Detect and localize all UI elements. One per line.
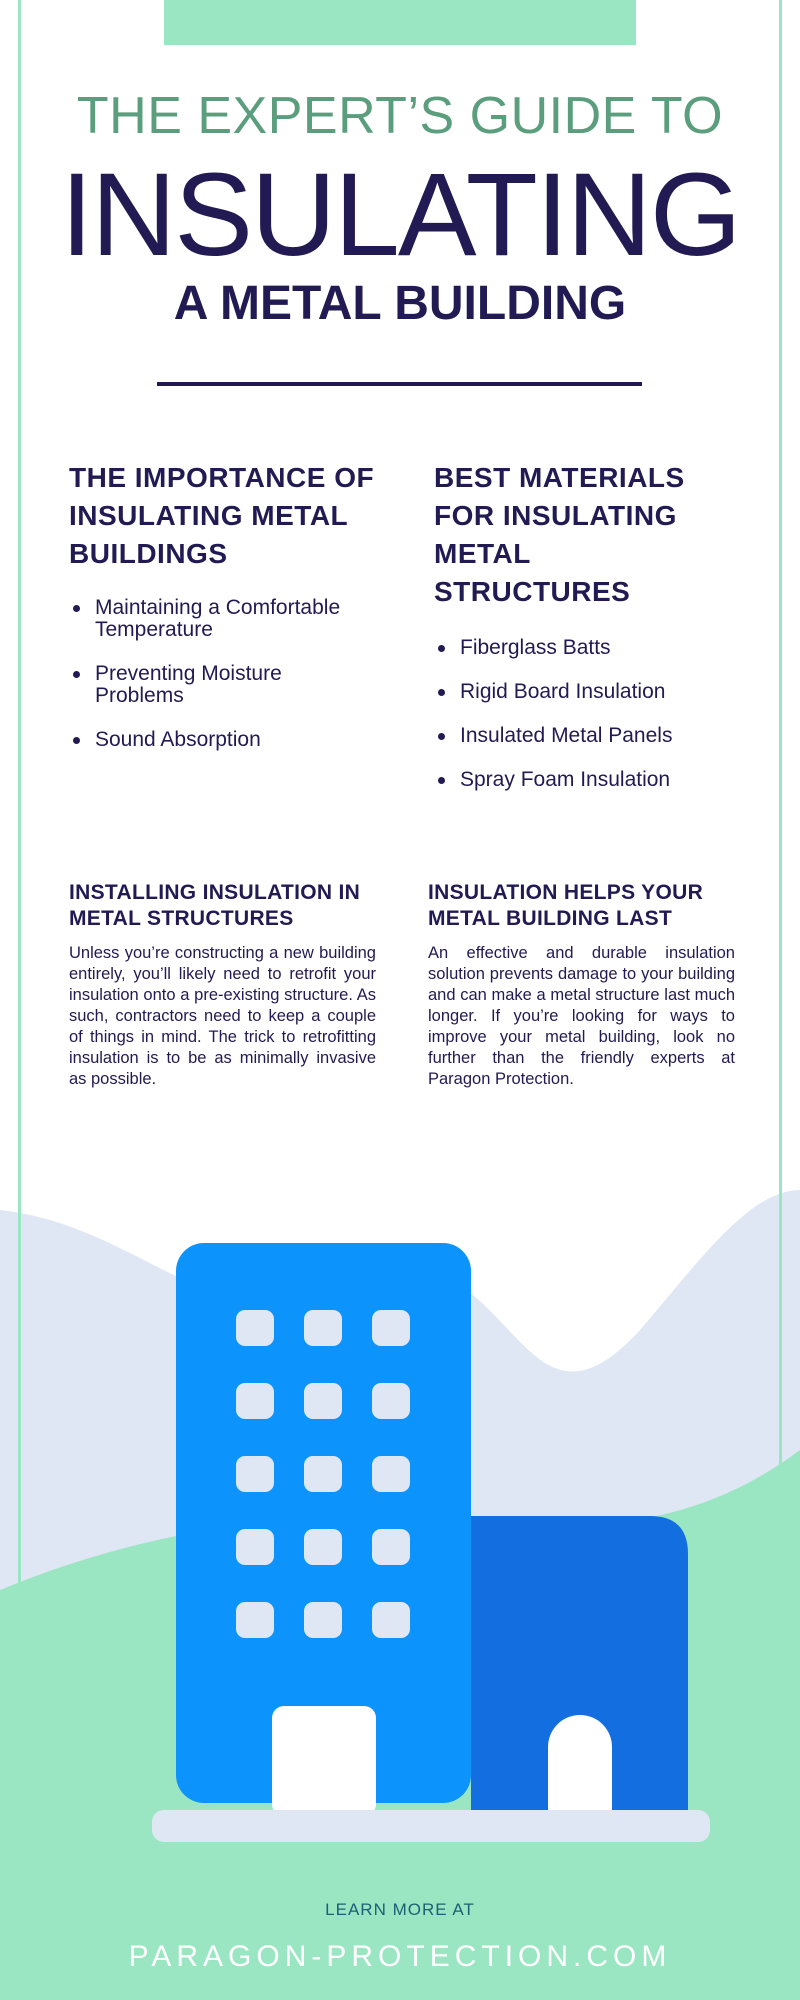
title-line-2: INSULATING <box>60 149 740 281</box>
short-building-door <box>548 1715 612 1810</box>
title-divider <box>157 382 642 386</box>
list-item: Sound Absorption <box>69 729 369 751</box>
footer-url[interactable]: PARAGON-PROTECTION.COM <box>128 1940 672 1973</box>
installing-paragraph: Unless you’re constructing a new building entirely, you’ll likely need to retrofit your insulation onto a pre-existing structure. As such, contractors need to keep a couple of things in mind. The trick to retrofitting insulation is to be as minimally invasive as possible. <box>69 944 376 1088</box>
title-line-1: THE EXPERT’S GUIDE TO <box>76 87 724 145</box>
list-item: Spray Foam Insulation <box>434 769 754 791</box>
list-item: Preventing Moisture Problems <box>69 663 369 707</box>
materials-heading: BEST MATERIALS FOR INSULATING METAL STRUCTURES <box>434 462 685 607</box>
list-item: Maintaining a Comfortable Temperature <box>69 597 369 641</box>
list-item: Insulated Metal Panels <box>434 725 754 747</box>
footer-label: LEARN MORE AT <box>325 1900 475 1919</box>
importance-list <box>69 597 369 773</box>
list-item: Fiberglass Batts <box>434 637 754 659</box>
tall-building-door <box>272 1706 376 1816</box>
lasting-paragraph: An effective and durable insulation solution prevents damage to your building and can make a metal structure last much longer. If you’re looking for ways to improve your metal building, look no further than the friendly experts at Paragon Protection. <box>428 944 735 1088</box>
lasting-heading: INSULATION HELPS YOUR METAL BUILDING LAST <box>428 881 704 930</box>
installing-heading: INSTALLING INSULATION IN METAL STRUCTURES <box>69 881 361 930</box>
right-frame-line <box>779 0 782 1600</box>
left-frame-line <box>18 0 21 1600</box>
importance-heading: THE IMPORTANCE OF INSULATING METAL BUILDINGS <box>69 462 375 569</box>
materials-list <box>434 637 754 813</box>
building-illustration <box>0 1180 800 2000</box>
list-item: Rigid Board Insulation <box>434 681 754 703</box>
ground-base <box>152 1810 710 1842</box>
title-line-3: A METAL BUILDING <box>173 277 627 330</box>
top-accent-bar <box>164 0 636 45</box>
